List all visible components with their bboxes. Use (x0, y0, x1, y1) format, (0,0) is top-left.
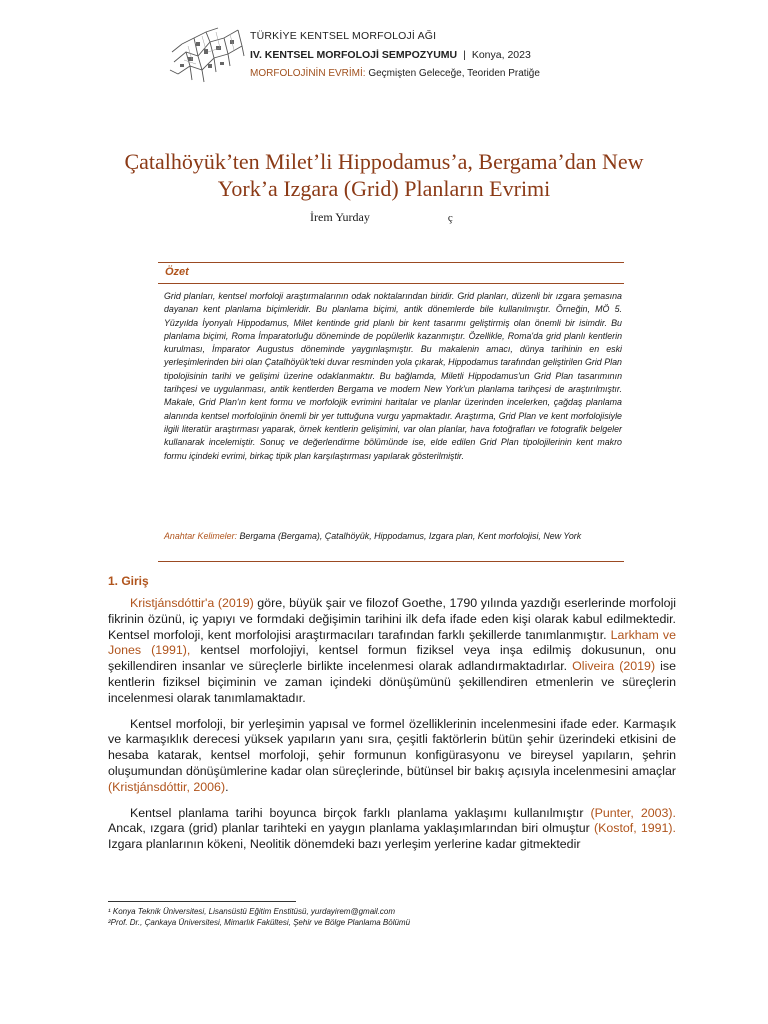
abstract-heading: Özet (165, 266, 189, 278)
paragraph-3 (108, 806, 676, 853)
paragraph-2 (108, 717, 676, 796)
paragraph-1 (108, 596, 676, 707)
keywords-label: Anahtar Kelimeler: (164, 531, 238, 541)
paragraph-text: Izgara planlarının kökeni, Neolitik dönemdeki bazı yerleşim yerlerine kadar gitmektedir (108, 837, 581, 852)
author-line (310, 210, 453, 225)
paragraph-text: . (225, 779, 229, 794)
citation: Oliveira (2019) (572, 659, 656, 674)
header-separator: | (463, 49, 466, 61)
footnote-rule (108, 901, 296, 902)
symposium-edition: Konya, 2023 (471, 49, 531, 61)
theme-rest: Geçmişten Geleceğe, Teoriden Pratiğe (365, 68, 540, 79)
network-name: TÜRKİYE KENTSEL MORFOLOJİ AĞI (250, 30, 437, 42)
author-2-mark: ç (447, 212, 453, 224)
paragraph-text: kentsel morfolojiyi, kentsel formun fiziksel veya inşa edilmiş dokusunun, onu şekillendiren insanlar ve süreçlerle birlikte incelenmesi olarak adlandırmaktadırlar. (108, 643, 676, 674)
paragraph-text: ise kentlerin fiziksel biçiminin ve zaman içindeki dönüşümünü şekillendiren etmenlerin ve süreçlerin incelenmesi olarak tanımlamaktadır. (108, 659, 676, 705)
paragraph-text: Ancak, ızgara (grid) planlar tarihteki en yaygın planlama yaklaşımlarından biri olmuştur (108, 821, 594, 836)
conference-header (250, 30, 540, 79)
citation: (Kostof, 1991). (593, 821, 676, 836)
footnotes (108, 906, 410, 928)
abstract-text: Grid planları, kentsel morfoloji araştırmalarının odak noktalarından biridir. Grid planları, düzenli bir ızgara şemasına dayanan kent planlama biçimleridir. Bu planlama biçimi, antik dönemlerde bile kullanılmıştır. Örneğin, MÖ 5. Yüzyılda İyonyalı Hippodamus, Milet kentinde grid planlı bir kent tasarımı geliştirmiş olan önemli bir isimdir. Bu planlama biçimi, Roma İmparatorluğu döneminde de popülerlik kazanmıştır. Özellikle, Roma'da grid planlı kentlerin kurulması, İmparator Augustus döneminde yaygınlaşmıştır. Bu makalenin amacı, dünya tarihinin en eski yerleşimlerinden biri olan Çatalhöyük'teki duvar resminden yola çıkarak, Hippodamus tarafından geliştirilen Grid Plan tipolojisinin tarihi ve gelişimi üzerine odaklanmaktır. Bu bağlamda, Miletli Hippodamus'un Grid Plan tasarımının tarihçesi ve uygulanması, antik kentlerden Bergama ve modern New York'un planlama tarihçesi de araştırılmıştır. Makale, Grid Plan'ın kent formu ve morfolojik evrimini haritalar ve planlar üzerinden incelerken, çağdaş planlama alanında kentsel morfolojinin önemli bir yer tuttuğuna vurgu yapmaktadır. Araştırma, Grid Plan ve kent morfolojisiyle ilgili literatür araştırması yaparak, örnek kentlerin gelişimini, var olan planlar, hava fotoğrafları ve fotografik belgeler kullanarak incelemiştir. Sonuç ve değerlendirme bölümünde ise, elde edilen Grid Plan tipolojilerinin kent makro formu içindeki evrimi, birkaç tipik plan karşılaştırması yapılarak gösterilmiştir. (164, 291, 622, 461)
symposium-line (250, 49, 540, 61)
paragraph-text: göre, büyük şair ve filozof Goethe, 1790 yılında yazdığı eserlerinde morfoloji fikrinin özünü, iç yapıyı ve formdaki değişimin tarihini ilk defa ifade eden kişi olarak kabul edilmektedir. Kentsel morfoloji, kent morfolojisi araştırmacıları tarafından farklı şekillerde tanımlanmıştır. (108, 596, 677, 642)
abstract-rule-bottom (158, 561, 624, 562)
theme-accent: MORFOLOJİNİN EVRİMİ: (250, 68, 366, 79)
author-1: İrem Yurday (310, 210, 370, 224)
symposium-theme (250, 68, 540, 79)
citation: Kristjánsdóttir'a (2019) (130, 596, 254, 610)
street-network-map-icon (168, 22, 248, 84)
section-heading: 1. Giriş (108, 574, 149, 588)
paper-title: Çatalhöyük’ten Milet’li Hippodamus’a, Bergama’dan New York’a Izgara (Grid) Planların Evrimi (124, 149, 644, 201)
paragraph-text: Kentsel planlama tarihi boyunca birçok farklı planlama yaklaşımı kullanılmıştır (130, 805, 591, 820)
footnote-1: ¹ Konya Teknik Üniversitesi, Lisansüstü Eğitim Enstitüsü, yurdayirem@gmail.com (108, 907, 396, 916)
footnote-2: ²Prof. Dr., Çankaya Üniversitesi, Mimarlık Fakültesi, Şehir ve Bölge Planlama Bölümü (108, 918, 411, 927)
keywords-list: Bergama (Bergama), Çatalhöyük, Hippodamus, Izgara plan, Kent morfolojisi, New York (237, 531, 582, 541)
citation: (Kristjánsdóttir, 2006) (108, 779, 226, 794)
keywords (164, 530, 622, 543)
abstract-rule-top (158, 262, 624, 263)
abstract-rule-middle (158, 283, 624, 284)
citation: (Punter, 2003). (590, 805, 676, 820)
section-body (108, 596, 676, 863)
citation: Larkham ve Jones (1991), (108, 627, 676, 658)
symposium-name: IV. KENTSEL MORFOLOJİ SEMPOZYUMU (250, 49, 458, 61)
paragraph-text: Kentsel morfoloji, bir yerleşimin yapısal ve formel özelliklerinin incelenmesini ifade eder. Karmaşık ve karmaşıklık derecesi yüksek yapıların yanı sıra, çeşitli faktörlerin bütün şehir üzerindeki etkisini de hesaba katarak, kentsel morfoloji, şehir formunun konfigürasyonu ve bireysel yapıların, şehrin oluşumundan dönüşümlerine kadar olan süreçlerinde, bütünsel bir bakış açısıyla incelenmesini amaçlar (108, 716, 676, 778)
